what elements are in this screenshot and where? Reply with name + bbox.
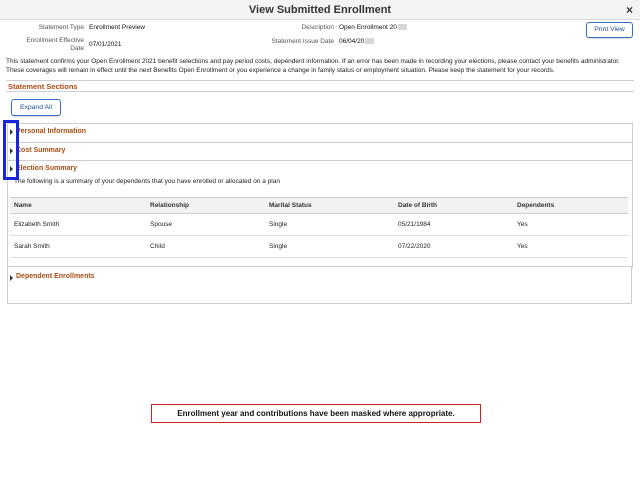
section-label: Election Summary <box>16 165 78 172</box>
description-value: Open Enrollment 20 <box>339 24 407 31</box>
statement-type-label: Statement Type <box>38 24 84 31</box>
statement-sections-title: Statement Sections <box>8 82 78 91</box>
cell-name: Sarah Smith <box>14 243 50 250</box>
section-frame-right <box>632 122 633 268</box>
cell-dependents: Yes <box>517 243 528 250</box>
masked-value <box>365 38 374 44</box>
table-header <box>10 197 628 214</box>
cell-marital-status: Single <box>269 243 288 250</box>
masked-value <box>398 24 407 30</box>
cell-date-of-birth: 07/22/2020 <box>398 243 431 250</box>
column-header: Relationship <box>150 202 190 209</box>
column-header: Dependents <box>517 202 555 209</box>
masking-callout: Enrollment year and contributions have been masked where appropriate. <box>151 404 481 423</box>
table-row <box>10 214 628 236</box>
dialog-title: View Submitted Enrollment <box>248 4 392 16</box>
statement-sections-header <box>6 80 634 92</box>
cell-relationship: Spouse <box>150 221 173 228</box>
section-election-summary[interactable] <box>7 160 632 178</box>
description-label: Description <box>301 24 334 31</box>
statement-type-value: Enrollment Preview <box>89 24 145 31</box>
column-header: Marital Status <box>269 202 312 209</box>
section-label: Cost Summary <box>16 147 66 154</box>
issue-date-label: Statement Issue Date <box>271 38 334 45</box>
issue-date-value: 06/04/20 <box>339 38 374 45</box>
section-label: Dependent Enrollments <box>16 273 95 280</box>
cell-relationship: Child <box>150 243 165 250</box>
section-label: Personal Information <box>16 128 87 135</box>
section-dependent-enrollments[interactable] <box>7 266 632 304</box>
election-summary-note: The following is a summary of your dependents that you have enrolled or allocated on a plan <box>14 178 280 185</box>
cell-dependents: Yes <box>517 221 528 228</box>
statement-intro: This statement confirms your Open Enrollment 2021 benefit selections and pay period costs, dependent information. If an error has been made in recording your elections, please contact your benefits administrator. These coverages will remain in effect until the next Benefits Open Enrollment or you experience a change in family status or employment situation. Please keep the statement for your records. <box>6 58 620 74</box>
dialog-titlebar <box>0 0 640 20</box>
column-header: Date of Birth <box>398 202 437 209</box>
table-row <box>10 236 628 258</box>
highlight-box <box>3 120 19 180</box>
effective-date-label-line1: Enrollment Effective <box>26 37 84 44</box>
effective-date-value: 07/01/2021 <box>89 41 122 48</box>
cell-name: Elizabeth Smith <box>14 221 60 228</box>
expand-all-button[interactable]: Expand All <box>11 99 61 116</box>
column-header: Name <box>14 202 32 209</box>
section-cost-summary[interactable] <box>7 142 632 160</box>
expand-triangle-icon <box>10 275 13 281</box>
cell-date-of-birth: 05/21/1984 <box>398 221 431 228</box>
section-personal-information[interactable] <box>7 123 632 141</box>
cell-marital-status: Single <box>269 221 288 228</box>
close-icon[interactable]: × <box>625 3 633 17</box>
effective-date-label-line2: Date <box>70 45 84 52</box>
print-view-button[interactable]: Print View <box>586 22 633 38</box>
